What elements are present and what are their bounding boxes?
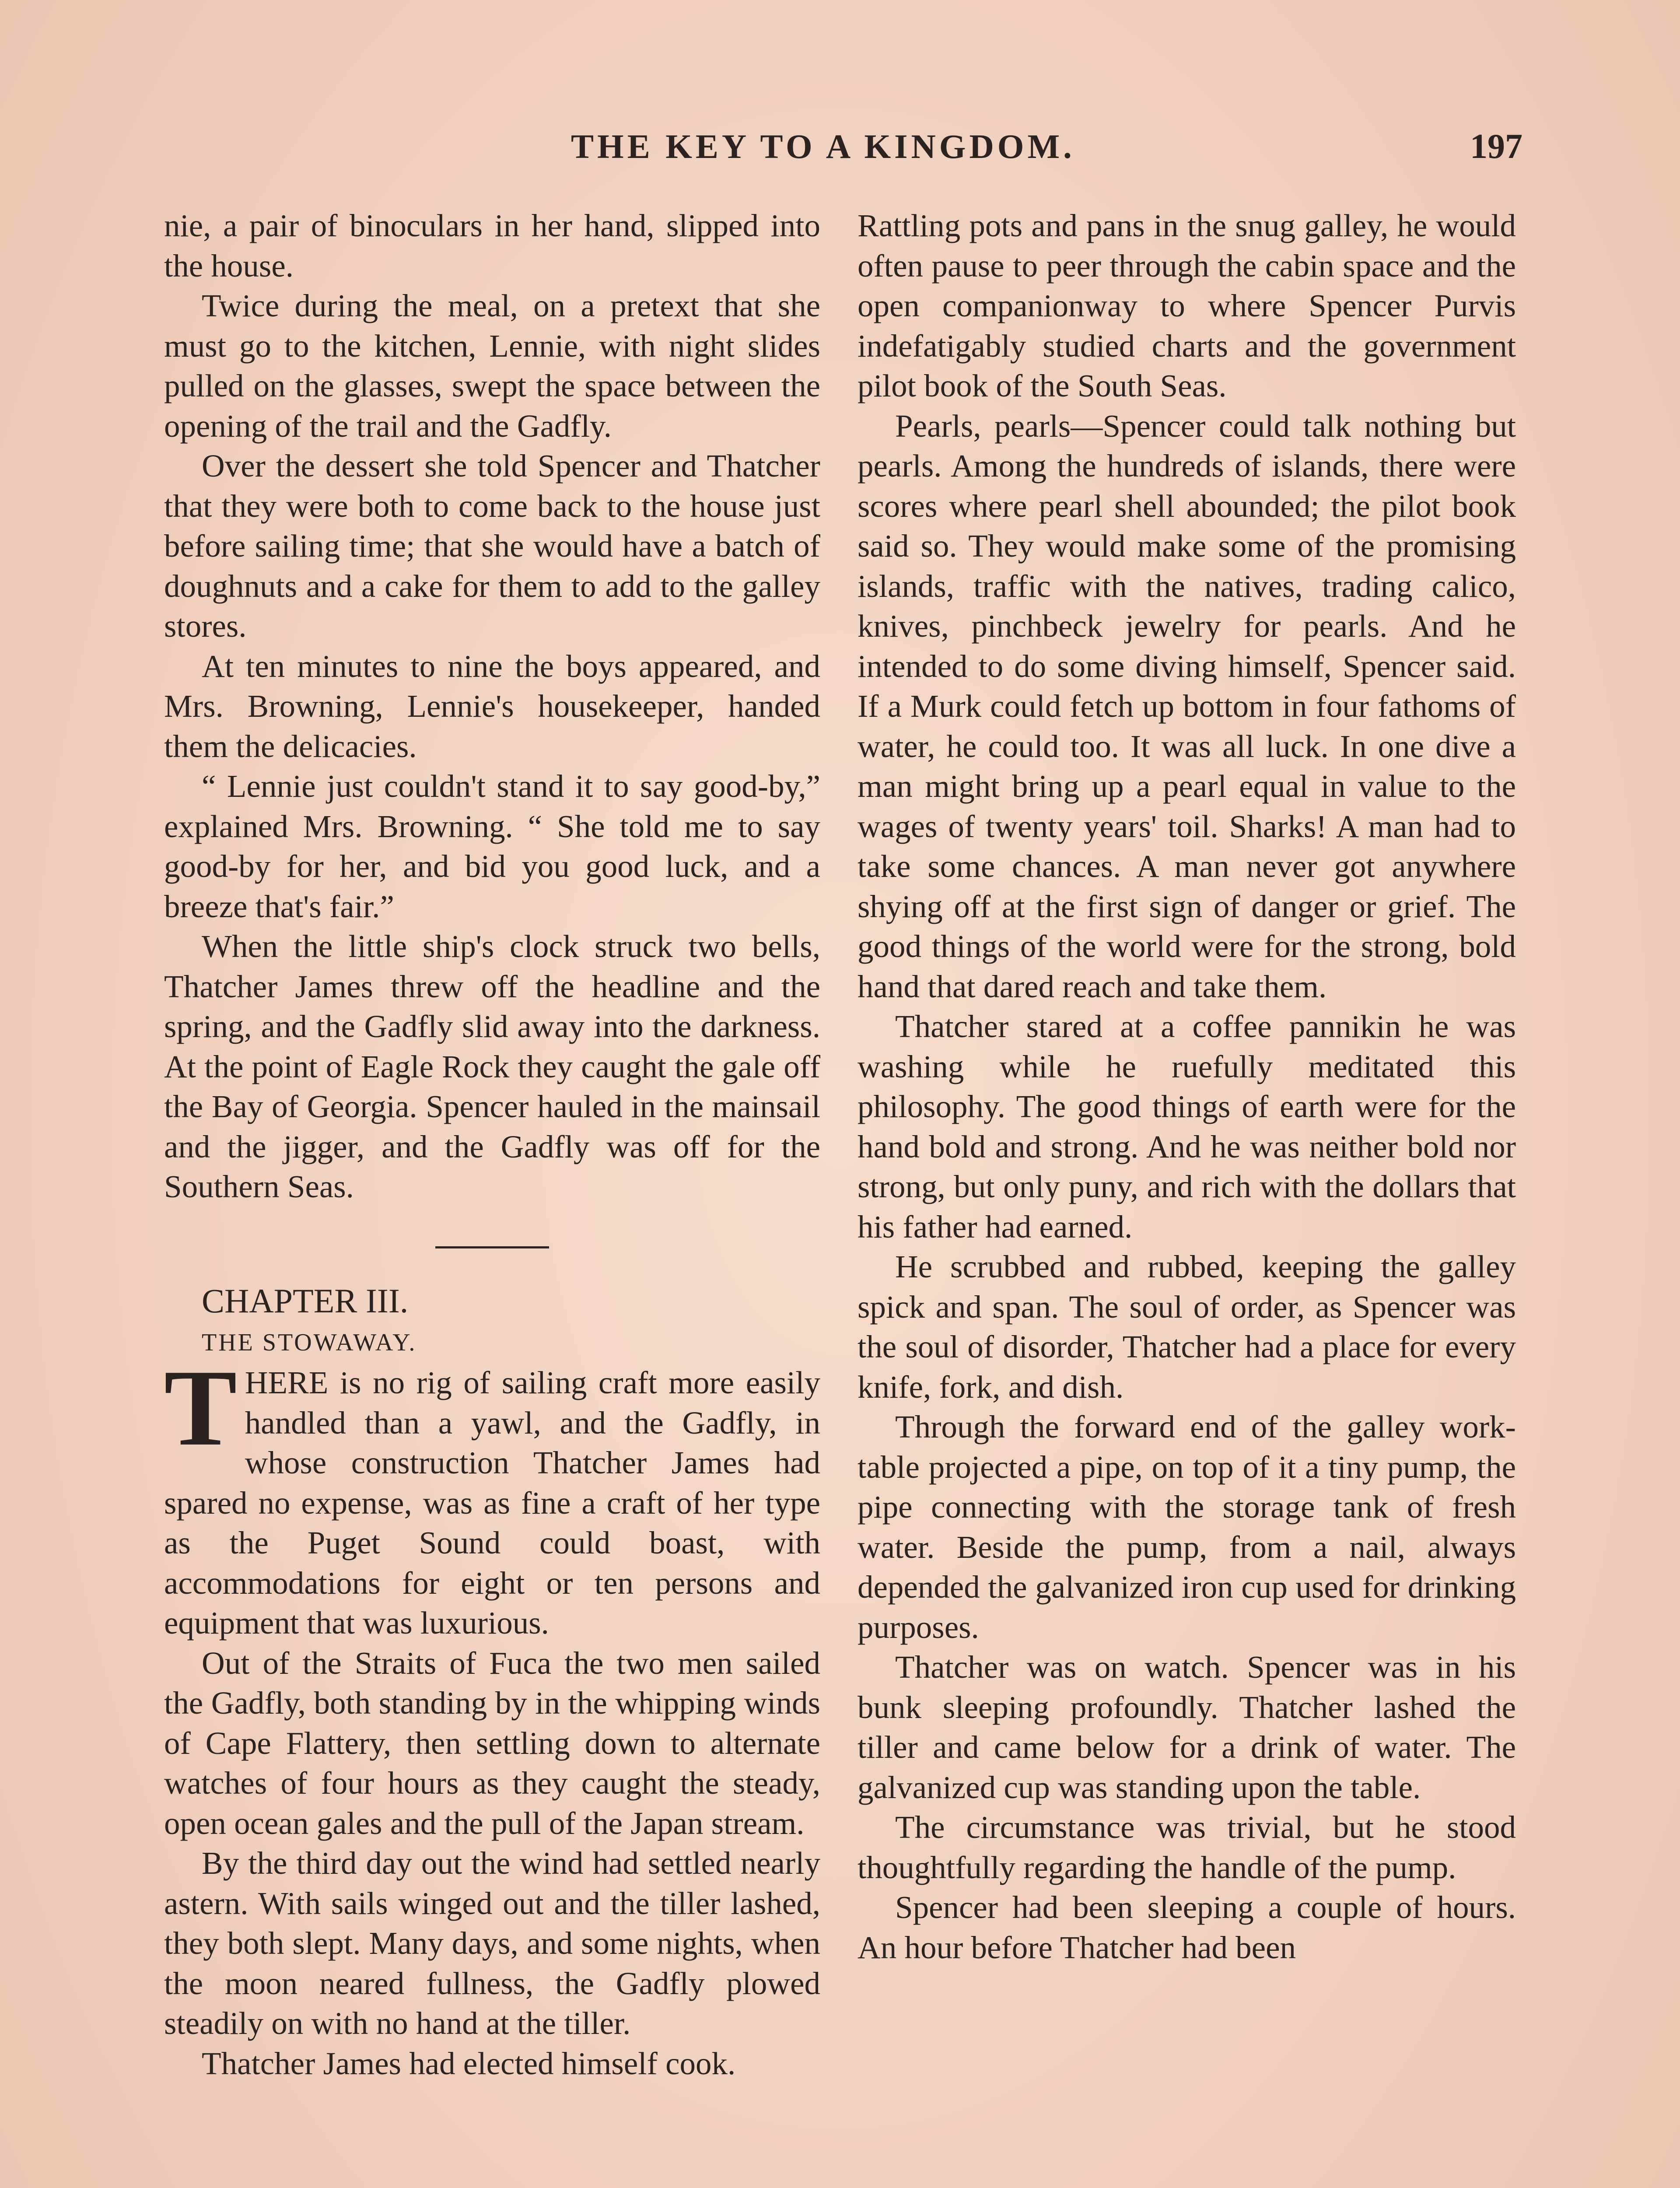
paragraph: Twice during the meal, on a pretext that she must go to the kitchen, Lennie, with night slides pulled on the glasses, swept the space between the opening of the trail and the Gadfly. xyxy=(164,288,820,444)
paragraph: He scrubbed and rubbed, keeping the galley spick and span. The soul of order, as Spencer was the soul of disorder, Thatcher had a place for every knife, fork, and dish. xyxy=(858,1249,1516,1405)
paragraph: Thatcher stared at a coffee pannikin he was washing while he ruefully meditated this philosophy. The good things of earth were for the hand bold and strong. And he was neither bold nor strong, but only puny, and rich with the dollars that his father had earned. xyxy=(858,1009,1516,1245)
running-title: THE KEY TO A KINGDOM. xyxy=(571,127,1075,165)
paragraph: At ten minutes to nine the boys appeared, and Mrs. Browning, Lennie's housekeeper, handed them the delicacies. xyxy=(164,648,820,764)
paragraph: Thatcher was on watch. Spencer was in his bunk sleeping profoundly. Thatcher lashed the tiller and came below for a drink of water. The galvanized cup was standing upon the table. xyxy=(858,1649,1516,1805)
paragraph: The circumstance was trivial, but he stood thoughtfully regarding the handle of the pump. xyxy=(858,1809,1516,1885)
left-column xyxy=(164,206,820,2083)
chapter-subtitle: THE STOWAWAY. xyxy=(202,1329,417,1356)
chapter-title: CHAPTER III. xyxy=(202,1281,409,1320)
running-header xyxy=(164,127,1522,175)
paragraph: Rattling pots and pans in the snug galley, he would often pause to peer through the cabin space and the open companionway to where Spencer Purvis indefatigably studied charts and the government pilot book of the South Seas. xyxy=(858,208,1516,403)
paragraph-text: HERE is no rig of sailing craft more easily handled than a yawl, and the Gadfly, in whose construction Thatcher James had spared no expense, was as fine a craft of her type as the Puget Sound could boast, with accommodations for eight or ten persons and equipment that was luxurious. xyxy=(164,1365,820,1641)
paragraph: Spencer had been sleeping a couple of hours. An hour before Thatcher had been xyxy=(858,1890,1516,1965)
paragraph: Over the dessert she told Spencer and Thatcher that they were both to come back to the house just before sailing time; that she would have a batch of doughnuts and a cake for them to add to the galley stores. xyxy=(164,448,820,644)
page-number: 197 xyxy=(1470,127,1522,166)
paragraph: Pearls, pearls—Spencer could talk nothing but pearls. Among the hundreds of islands, there were scores where pearl shell abounded; the pilot book said so. They would make some of the promising islands, traffic with the natives, trading calico, knives, pinchbeck jewelry for pearls. And he intended to do some diving himself, Spencer said. If a Murk could fetch up bottom in four fathoms of water, he could too. It was all luck. In one dive a man might bring up a pearl equal in value to the wages of twenty years' toil. Sharks! A man had to take some chances. A man never got anywhere shying off at the first sign of danger or grief. The good things of the world were for the strong, bold hand that dared reach and take them. xyxy=(858,408,1516,1004)
paragraph: “ Lennie just couldn't stand it to say good-by,” explained Mrs. Browning. “ She told me to say good-by for her, and bid you good luck, and a breeze that's fair.” xyxy=(164,768,820,924)
paragraph: By the third day out the wind had settled nearly astern. With sails winged out and the tiller lashed, they both slept. Many days, and some nights, when the moon neared fullness, the Gadfly plowed steadily on with no hand at the tiller. xyxy=(164,1845,820,2041)
drop-cap: T xyxy=(164,1347,237,1469)
paragraph xyxy=(164,1347,820,1643)
paragraph: Thatcher James had elected himself cook. xyxy=(202,2045,736,2081)
paragraph: Out of the Straits of Fuca the two men sailed the Gadfly, both standing by in the whipping winds of Cape Flattery, then settling down to alternate watches of four hours as they caught the steady, open ocean gales and the pull of the Japan stream. xyxy=(164,1645,820,1841)
section-divider xyxy=(435,1246,549,1248)
paragraph: When the little ship's clock struck two bells, Thatcher James threw off the headline and the spring, and the Gadfly slid away into the darkness. At the point of Eagle Rock they caught the gale off the Bay of Georgia. Spencer hauled in the mainsail and the jigger, and the Gadfly was off for the Southern Seas. xyxy=(164,929,820,1204)
paragraph: nie, a pair of binoculars in her hand, slipped into the house. xyxy=(164,208,820,284)
right-column xyxy=(858,206,1516,1967)
paragraph: Through the forward end of the galley work-table projected a pipe, on top of it a tiny pump, the pipe connecting with the storage tank of fresh water. Beside the pump, from a nail, always depended the galvanized iron cup used for drinking purposes. xyxy=(858,1409,1516,1645)
